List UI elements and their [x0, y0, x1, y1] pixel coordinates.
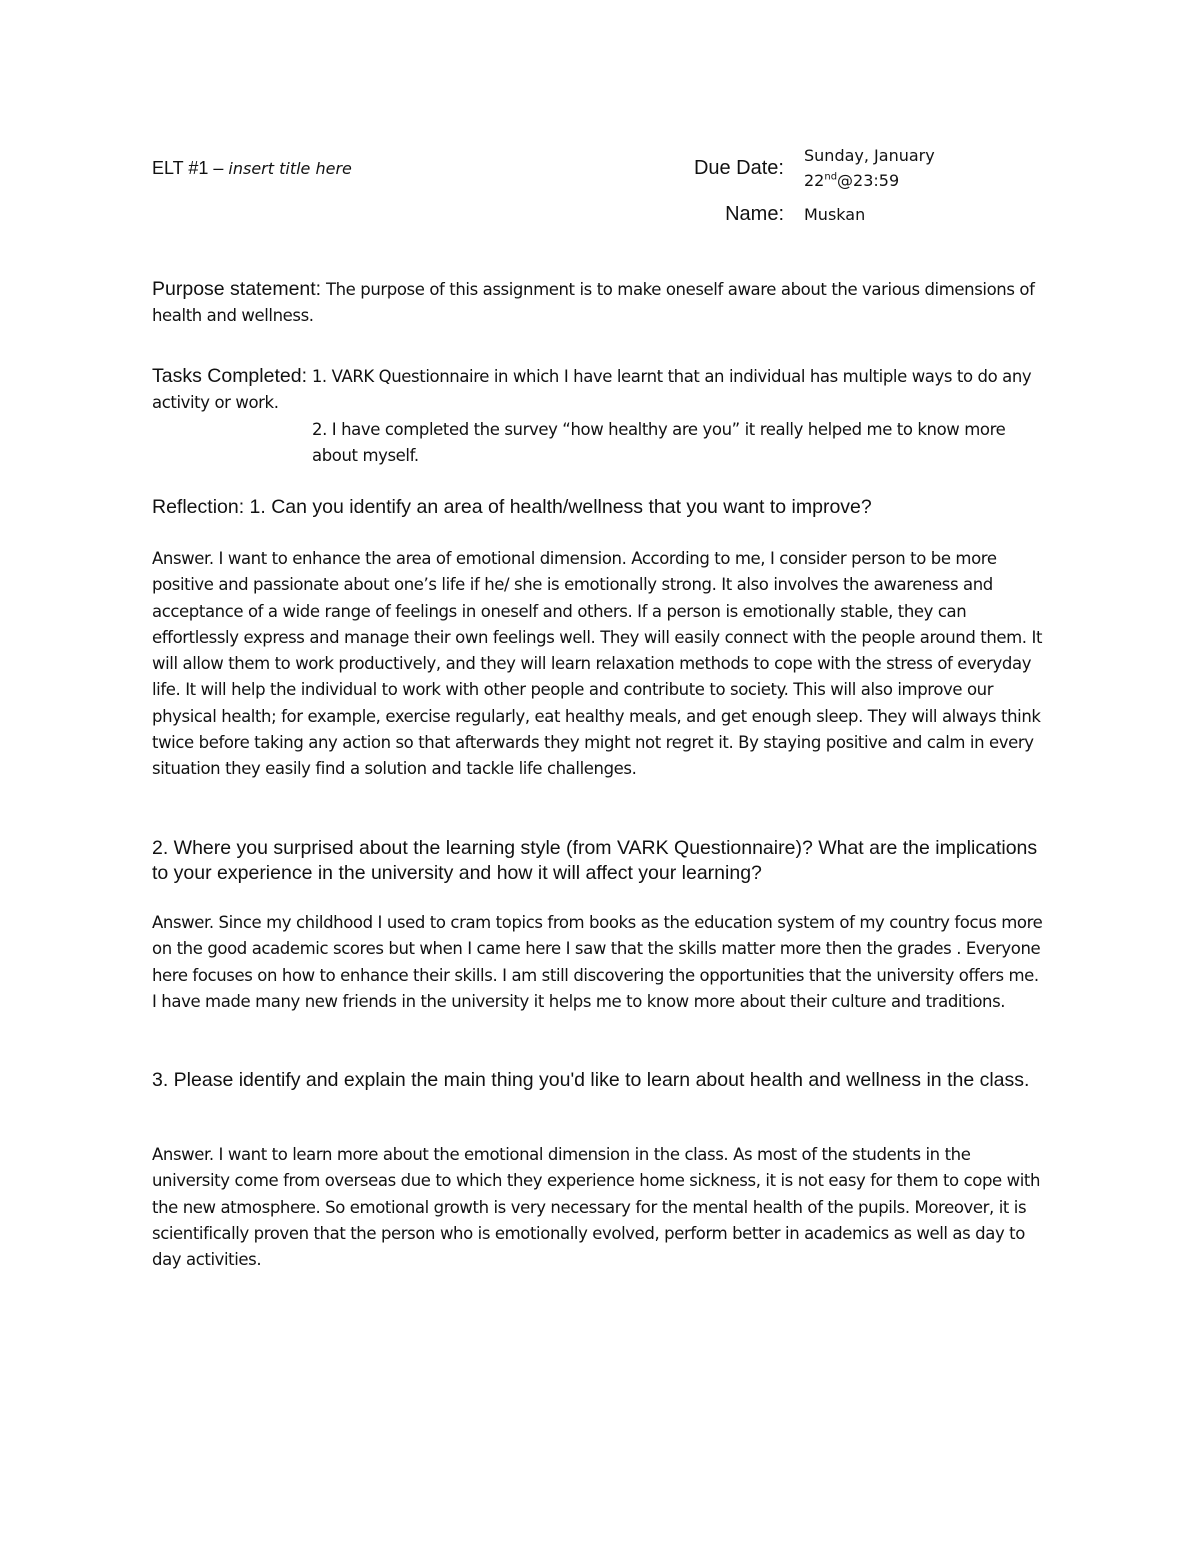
due-date-label: Due Date:	[693, 157, 784, 179]
due-date-value	[804, 143, 1004, 193]
purpose-statement	[152, 276, 1048, 330]
purpose-text: The purpose of this assignment is to make oneself aware about the various dimensions of health and wellness.	[152, 280, 1035, 326]
reflection-question-2: 2. Where you surprised about the learning style (from VARK Questionnaire)? What are the implications to your experience in the university and how it will affect your learning?	[152, 837, 1038, 884]
reflection-question-3: 3. Please identify and explain the main thing you'd like to learn about health and wellness in the class.	[152, 1069, 1030, 1091]
name-label: Name:	[725, 203, 784, 225]
tasks-item-1-text: 1. VARK Questionnaire in which I have learnt that an individual has multiple ways to do any activity or work.	[152, 367, 1032, 413]
tasks-item-1	[152, 363, 1048, 417]
elt-title-placeholder: insert title here	[228, 159, 352, 178]
reflection-question-1: Reflection: 1. Can you identify an area of health/wellness that you want to improve?	[152, 496, 872, 518]
reflection-answer-1: Answer. I want to enhance the area of emotional dimension. According to me, I consider person to be more positive and passionate about one’s life if he/ she is emotionally strong. It also involves the awareness and acceptance of a wide range of feelings in oneself and others. If a person is emotionally stable, they can effortlessly express and manage their own feelings well. They will easily connect with the people around them. It will allow them to work productively, and they will learn relaxation methods to cope with the stress of everyday life. It will help the individual to work with other people and contribute to society. This will also improve our physical health; for example, exercise regularly, eat healthy meals, and get enough sleep. They will always think twice before taking any action so that afterwards they might not regret it. By staying positive and calm in every situation they easily find a solution and tackle life challenges.	[152, 549, 1043, 779]
purpose-label: Purpose statement:	[152, 278, 322, 300]
reflection-answer-3: Answer. I want to learn more about the emotional dimension in the class. As most of the students in the university come from overseas due to which they experience home sickness, it is not easy for them to cope with the new atmosphere. So emotional growth is very necessary for the mental health of the pupils. Moreover, it is scientifically proven that the person who is emotionally evolved, perform better in academics as well as day to day activities.	[152, 1145, 1041, 1270]
due-date-suffix: nd	[824, 171, 838, 183]
tasks-label: Tasks Completed:	[152, 365, 307, 387]
tasks-item-2: 2. I have completed the survey “how healthy are you” it really helped me to know more about myself.	[312, 419, 1006, 465]
assignment-title	[152, 158, 352, 179]
due-date-line1: Sunday, January	[804, 146, 935, 165]
name-value: Muskan	[804, 205, 866, 224]
due-date-day: 22	[804, 171, 825, 190]
reflection-answer-2: Answer. Since my childhood I used to cram topics from books as the education system of my country focus more on the good academic scores but when I came here I saw that the skills matter more then the grades . Everyone here focuses on how to enhance their skills. I am still discovering the opportunities that the university offers me. I have made many new friends in the university it helps me to know more about their culture and traditions.	[152, 913, 1043, 1011]
elt-label: ELT #1 –	[152, 158, 229, 178]
tasks-completed	[152, 363, 1048, 469]
due-date-time: @23:59	[837, 171, 900, 190]
